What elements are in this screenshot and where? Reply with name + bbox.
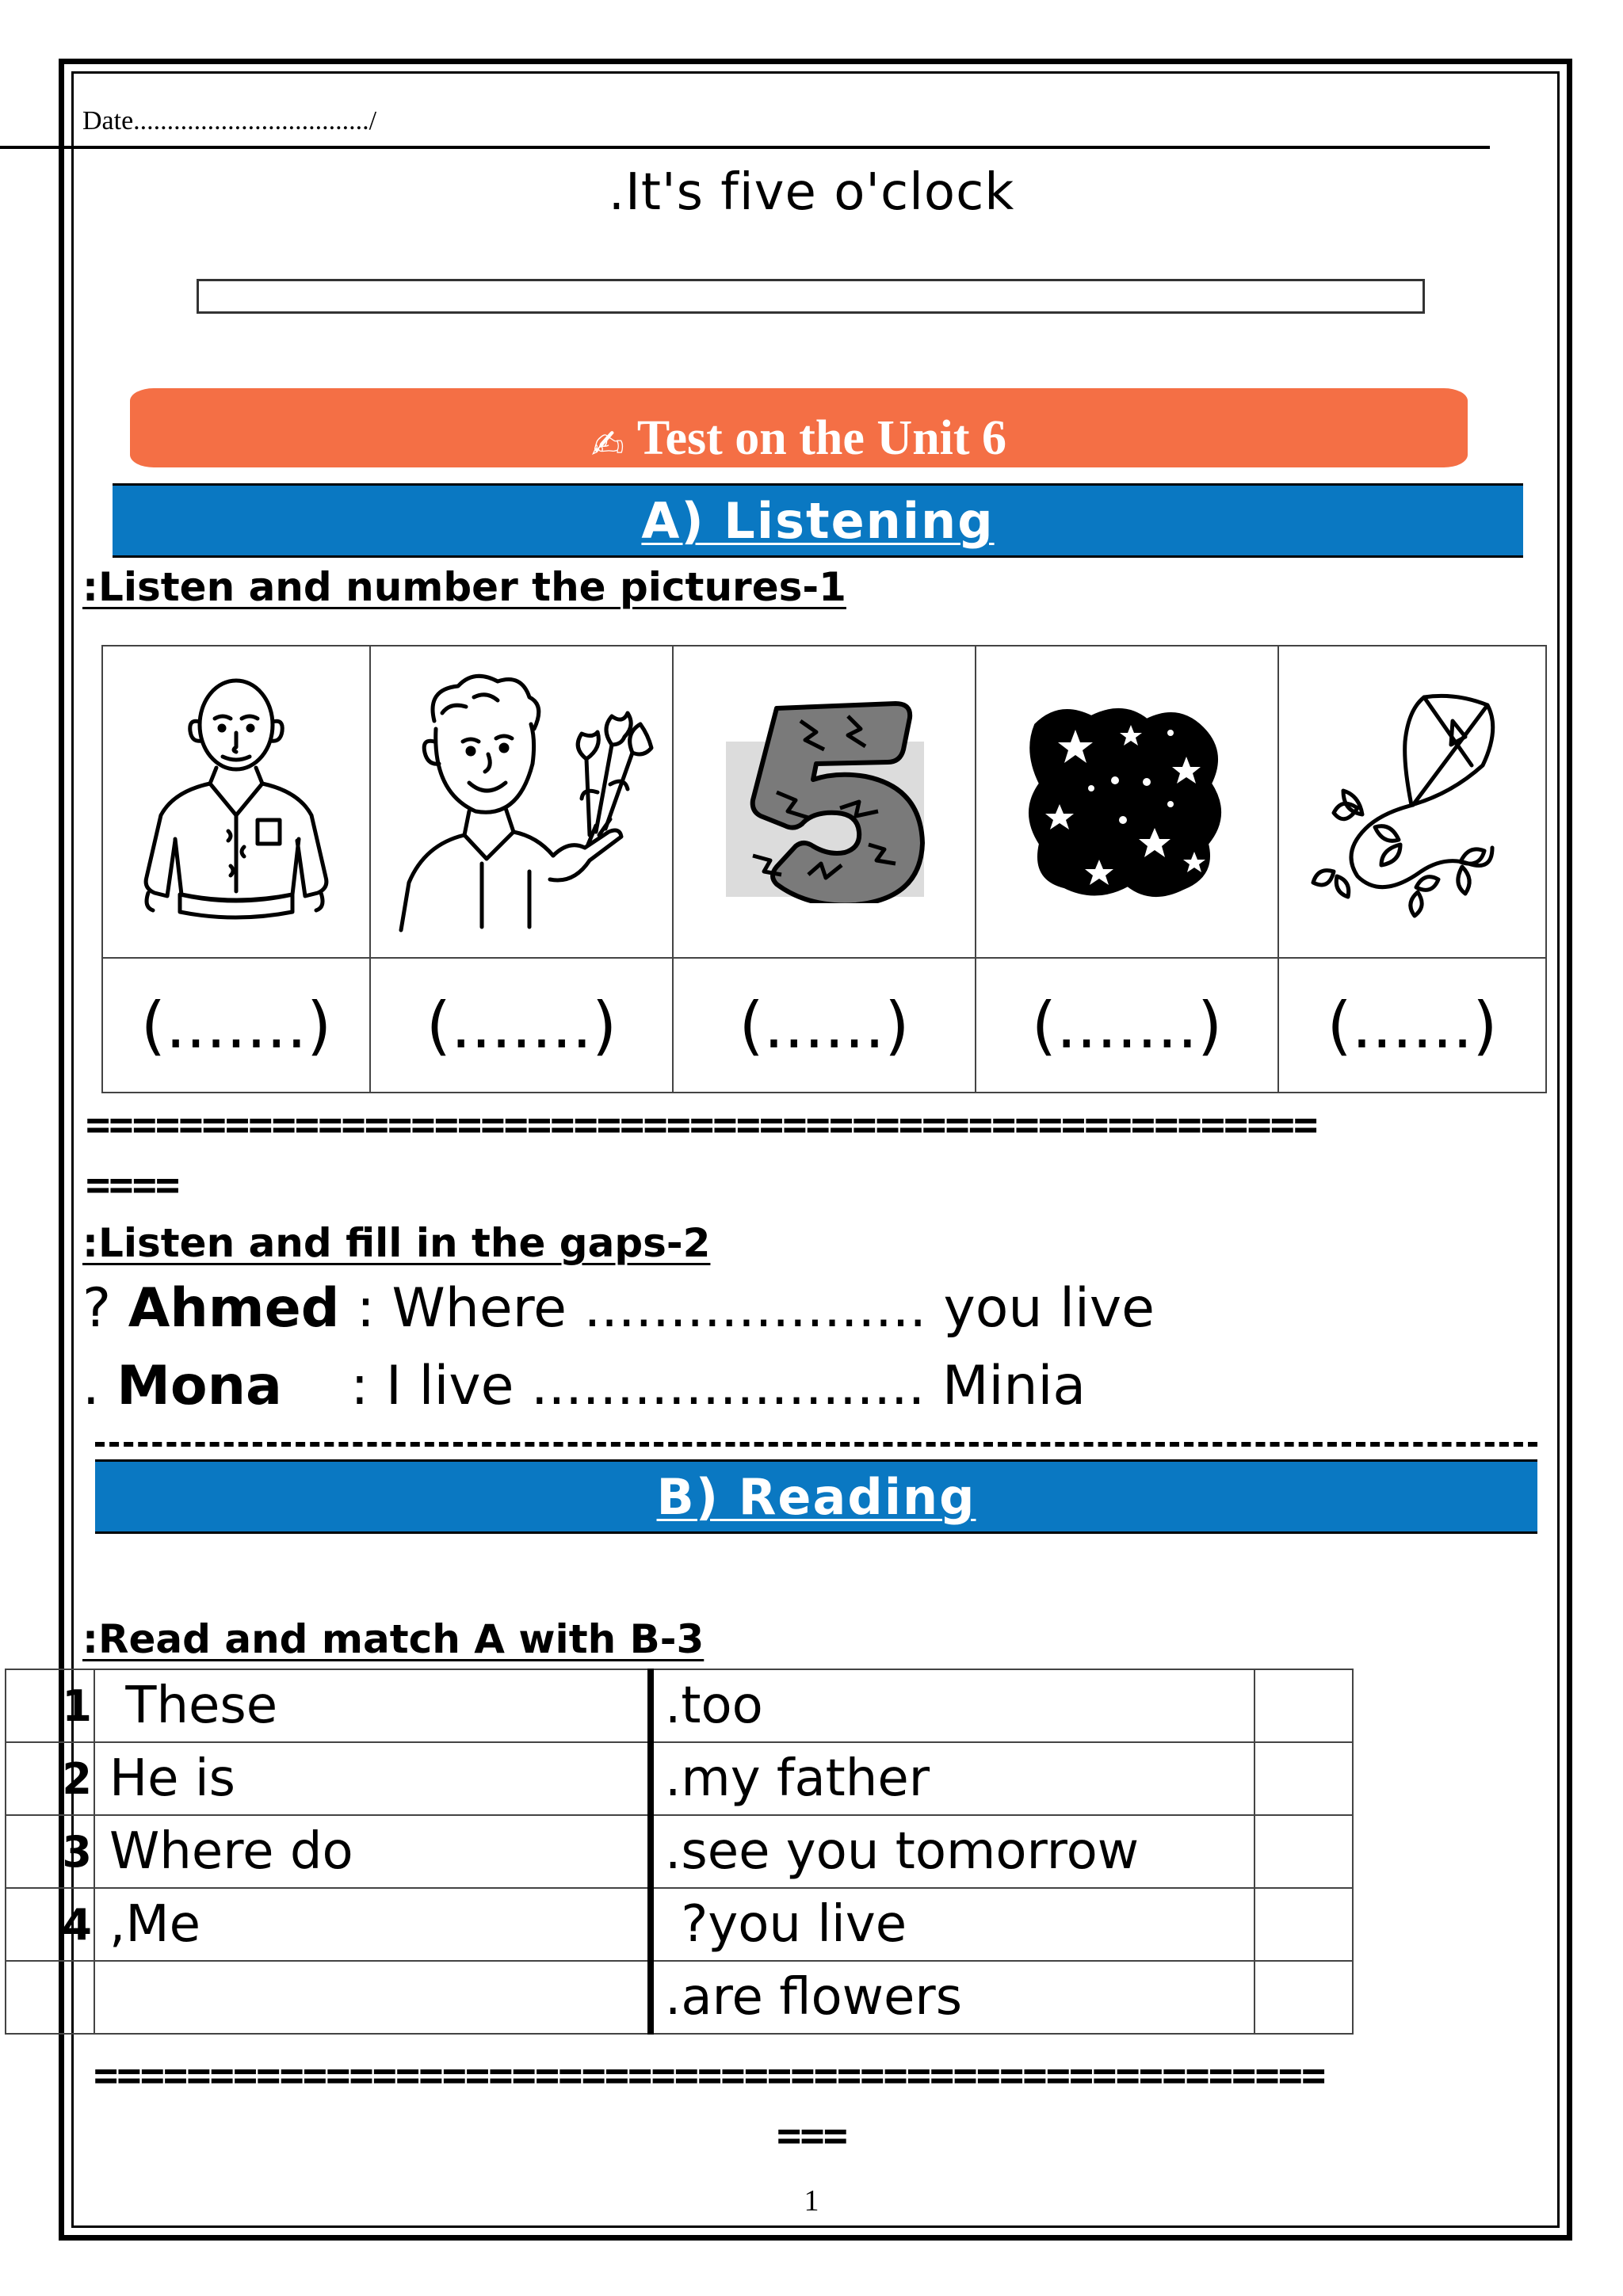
- speaker-name: Ahmed: [128, 1277, 340, 1340]
- dialog-line-mona: . Mona : I live ....................... Minia: [82, 1355, 1086, 1417]
- section-b-title: B) Reading: [656, 1467, 976, 1526]
- section-a-title: A) Listening: [641, 491, 995, 550]
- date-label: Date.................................../: [82, 106, 377, 135]
- table-row: [6, 1742, 1353, 1815]
- row-number: 2: [6, 1742, 94, 1815]
- number-five-icon: [721, 697, 927, 903]
- answer-cell[interactable]: [1254, 1742, 1353, 1815]
- separator-line-tail: ====: [86, 1161, 179, 1209]
- separator-line: =====================================================: [86, 1101, 1317, 1149]
- answer-blank-3[interactable]: (......): [673, 958, 976, 1093]
- column-b-cell: .are flowers: [651, 1961, 1254, 2034]
- picture-cell: [1278, 646, 1546, 958]
- answer-cell[interactable]: [1254, 1888, 1353, 1961]
- column-a-cell: These: [94, 1669, 651, 1742]
- picture-cell: [673, 646, 976, 958]
- table-row: [6, 1888, 1353, 1961]
- answer-cell[interactable]: [1254, 1961, 1353, 2034]
- row-number: 1: [6, 1669, 94, 1742]
- picture-cell: [976, 646, 1278, 958]
- row-number: [6, 1961, 94, 2034]
- table-row: [6, 1815, 1353, 1888]
- answer-cell[interactable]: [1254, 1669, 1353, 1742]
- speaker-name: Mona: [116, 1355, 282, 1417]
- picture-cell: [370, 646, 673, 958]
- kite-icon: [1305, 681, 1519, 919]
- lesson-title: .It's five o'clock: [608, 163, 1015, 222]
- column-a-cell: He is: [94, 1742, 651, 1815]
- boy-with-flowers-icon: [387, 666, 656, 935]
- pictures-table: [101, 645, 1547, 1093]
- empty-name-box: [197, 279, 1425, 314]
- old-man-icon: [121, 669, 351, 931]
- column-b-cell: .too: [651, 1669, 1254, 1742]
- row-number: 4: [6, 1888, 94, 1961]
- question-1-heading: :Listen and number the pictures-1: [82, 564, 846, 610]
- test-title: Test on the Unit 6: [636, 411, 1007, 465]
- separator-line: =====================================================: [94, 2052, 1325, 2100]
- section-a-header: [113, 483, 1523, 558]
- header-divider: [0, 146, 1490, 149]
- column-b-cell: .my father: [651, 1742, 1254, 1815]
- night-sky-stars-icon: [1020, 693, 1234, 907]
- separator-line-tail: ===: [777, 2112, 846, 2160]
- column-a-cell: Where do: [94, 1815, 651, 1888]
- section-b-header: [95, 1459, 1537, 1534]
- page-number: 1: [804, 2184, 819, 2218]
- answer-blank-1[interactable]: (.......): [102, 958, 370, 1093]
- match-table: [5, 1669, 1354, 2035]
- answer-blank-2[interactable]: (.......): [370, 958, 673, 1093]
- answer-blank-4[interactable]: (.......): [976, 958, 1278, 1093]
- writing-hand-icon: ✍: [590, 421, 624, 467]
- dialog-line-ahmed: ? Ahmed : Where .................... you live: [82, 1277, 1155, 1340]
- row-number: 3: [6, 1815, 94, 1888]
- table-row: [6, 1961, 1353, 2034]
- answer-blank-5[interactable]: (......): [1278, 958, 1546, 1093]
- question-3-heading: :Read and match A with B-3: [82, 1616, 705, 1662]
- column-b-cell: .see you tomorrow: [651, 1815, 1254, 1888]
- column-a-cell: ,Me: [94, 1888, 651, 1961]
- column-b-cell: ?you live: [651, 1888, 1254, 1961]
- answer-cell[interactable]: [1254, 1815, 1353, 1888]
- test-banner: [130, 388, 1468, 467]
- table-row: [6, 1669, 1353, 1742]
- question-2-heading: :Listen and fill in the gaps-2: [82, 1220, 711, 1266]
- column-a-cell: [94, 1961, 651, 2034]
- dialog-text: : Where .................... you live: [339, 1277, 1155, 1340]
- picture-cell: [102, 646, 370, 958]
- dialog-text: : I live ....................... Minia: [281, 1355, 1086, 1417]
- dashed-separator: [95, 1442, 1537, 1450]
